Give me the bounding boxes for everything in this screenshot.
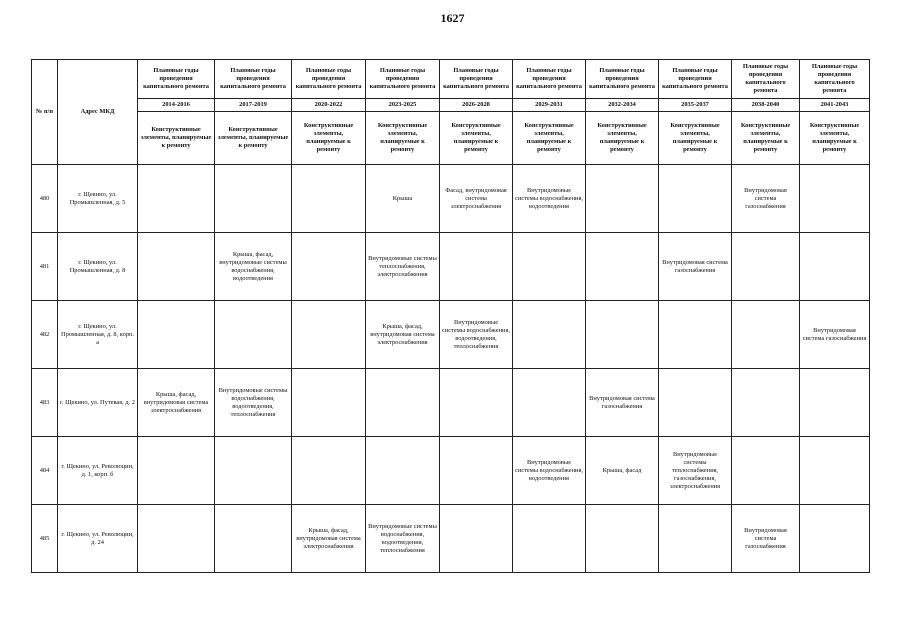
repair-cell <box>292 437 366 505</box>
col-header-address: Адрес МКД <box>58 60 138 165</box>
page-number: 1627 <box>440 11 465 25</box>
row-number: 484 <box>32 437 58 505</box>
repair-cell <box>800 369 870 437</box>
elements-label: Конструктивные элементы, планируемые к ремонту <box>215 112 292 165</box>
repair-cell <box>513 301 586 369</box>
repair-cell <box>215 165 292 233</box>
period-years: 2023-2025 <box>366 99 440 112</box>
period-years: 2035-2037 <box>659 99 732 112</box>
header-row-labels <box>32 60 870 99</box>
repair-cell <box>138 505 215 573</box>
repair-cell <box>440 233 513 301</box>
repair-cell: Внутридомовые системы водоснабжения, водоотведения, теплоснабжения <box>215 369 292 437</box>
elements-label: Конструктивные элементы, планируемые к ремонту <box>513 112 586 165</box>
col-header-number: № п/п <box>32 60 58 165</box>
repair-cell: Крыша, фасад, внутридомовая система электроснабжения <box>366 301 440 369</box>
repair-cell: Крыша <box>366 165 440 233</box>
repair-cell: Крыша, фасад, внутридомовая система электроснабжения <box>292 505 366 573</box>
repair-cell <box>292 233 366 301</box>
repair-cell <box>292 369 366 437</box>
elements-label: Конструктивные элементы, планируемые к ремонту <box>659 112 732 165</box>
row-address: г. Щекино, ул. Революции, д. 1, корп. б <box>58 437 138 505</box>
repair-cell <box>659 505 732 573</box>
repair-cell <box>586 301 659 369</box>
elements-label: Конструктивные элементы, планируемые к ремонту <box>586 112 659 165</box>
repair-cell <box>800 165 870 233</box>
period-years: 2017-2019 <box>215 99 292 112</box>
repair-cell <box>440 437 513 505</box>
row-number: 485 <box>32 505 58 573</box>
table-row <box>32 369 870 437</box>
period-label: Плановые годы проведения капитального ремонта <box>800 60 870 99</box>
repair-cell: Внутридомовые системы теплоснабжения, электроснабжения <box>366 233 440 301</box>
repair-plan-table <box>31 59 870 573</box>
repair-cell: Крыша, фасад, внутридомовая система электроснабжения <box>138 369 215 437</box>
repair-cell: Внутридомовые системы водоснабжения, водоотведения <box>513 165 586 233</box>
elements-label: Конструктивные элементы, планируемые к ремонту <box>440 112 513 165</box>
period-label: Плановые годы проведения капитального ремонта <box>440 60 513 99</box>
period-years: 2038-2040 <box>732 99 800 112</box>
period-label: Плановые годы проведения капитального ремонта <box>513 60 586 99</box>
repair-cell <box>732 301 800 369</box>
repair-cell: Внутридомовая система газоснабжения <box>586 369 659 437</box>
repair-cell <box>215 505 292 573</box>
repair-cell <box>732 233 800 301</box>
repair-cell: Внутридомовые системы водоснабжения, водоотведения <box>513 437 586 505</box>
repair-cell <box>138 233 215 301</box>
period-label: Плановые годы проведения капитального ремонта <box>732 60 800 99</box>
repair-cell <box>659 301 732 369</box>
table-row <box>32 437 870 505</box>
period-years: 2041-2043 <box>800 99 870 112</box>
repair-cell: Внутридомовая система газоснабжения <box>659 233 732 301</box>
row-address: г. Щекино, ул. Промышленная, д. 8, корп. а <box>58 301 138 369</box>
repair-cell <box>586 165 659 233</box>
table-row <box>32 505 870 573</box>
repair-cell: Внутридомовые системы теплоснабжения, газоснабжения, электроснабжения <box>659 437 732 505</box>
period-years: 2014-2016 <box>138 99 215 112</box>
row-address: г. Щекино, ул. Революции, д. 24 <box>58 505 138 573</box>
repair-cell: Крыша, фасад <box>586 437 659 505</box>
row-number: 482 <box>32 301 58 369</box>
repair-cell <box>732 437 800 505</box>
repair-cell <box>659 369 732 437</box>
repair-cell <box>513 369 586 437</box>
repair-cell <box>800 505 870 573</box>
elements-label: Конструктивные элементы, планируемые к ремонту <box>292 112 366 165</box>
header-row-years <box>32 99 870 112</box>
row-address: г. Щекино, ул. Промышленная, д. 5 <box>58 165 138 233</box>
elements-label: Конструктивные элементы, планируемые к ремонту <box>366 112 440 165</box>
period-label: Плановые годы проведения капитального ремонта <box>659 60 732 99</box>
table-row <box>32 301 870 369</box>
period-label: Плановые годы проведения капитального ремонта <box>292 60 366 99</box>
elements-label: Конструктивные элементы, планируемые к ремонту <box>138 112 215 165</box>
repair-cell <box>366 369 440 437</box>
repair-cell <box>138 437 215 505</box>
repair-cell <box>800 233 870 301</box>
repair-cell <box>292 165 366 233</box>
row-number: 483 <box>32 369 58 437</box>
repair-cell: Внутридомовая система газоснабжения <box>800 301 870 369</box>
repair-cell <box>138 165 215 233</box>
period-years: 2029-2031 <box>513 99 586 112</box>
period-years: 2020-2022 <box>292 99 366 112</box>
period-label: Плановые годы проведения капитального ремонта <box>586 60 659 99</box>
period-years: 2026-2028 <box>440 99 513 112</box>
repair-cell <box>440 505 513 573</box>
repair-cell <box>659 165 732 233</box>
repair-cell <box>292 301 366 369</box>
repair-cell: Внутридомовая система газоснабжения <box>732 505 800 573</box>
header-row-elements <box>32 112 870 165</box>
repair-cell: Фасад, внутридомовая система электроснабжения <box>440 165 513 233</box>
repair-cell <box>586 505 659 573</box>
period-label: Плановые годы проведения капитального ремонта <box>366 60 440 99</box>
period-label: Плановые годы проведения капитального ремонта <box>215 60 292 99</box>
repair-cell <box>586 233 659 301</box>
elements-label: Конструктивные элементы, планируемые к ремонту <box>800 112 870 165</box>
repair-cell <box>366 437 440 505</box>
table-row <box>32 165 870 233</box>
row-address: г. Щекино, ул. Промышленная, д. 8 <box>58 233 138 301</box>
repair-cell <box>215 437 292 505</box>
period-years: 2032-2034 <box>586 99 659 112</box>
period-label: Плановые годы проведения капитального ремонта <box>138 60 215 99</box>
row-number: 480 <box>32 165 58 233</box>
repair-cell <box>732 369 800 437</box>
repair-cell <box>513 233 586 301</box>
repair-cell: Внутридомовые системы водоснабжения, водоотведения, теплоснабжения <box>440 301 513 369</box>
elements-label: Конструктивные элементы, планируемые к ремонту <box>732 112 800 165</box>
repair-cell: Крыша, фасад, внутридомовые системы водоснабжения, водоотведения <box>215 233 292 301</box>
repair-cell <box>513 505 586 573</box>
repair-cell <box>215 301 292 369</box>
repair-cell <box>138 301 215 369</box>
repair-cell <box>800 437 870 505</box>
repair-cell <box>440 369 513 437</box>
repair-cell: Внутридомовая система газоснабжения <box>732 165 800 233</box>
row-address: г. Щекино, ул. Путевая, д. 2 <box>58 369 138 437</box>
repair-cell: Внутридомовые системы водоснабжения, водоотведения, теплоснабжения <box>366 505 440 573</box>
table-row <box>32 233 870 301</box>
row-number: 481 <box>32 233 58 301</box>
